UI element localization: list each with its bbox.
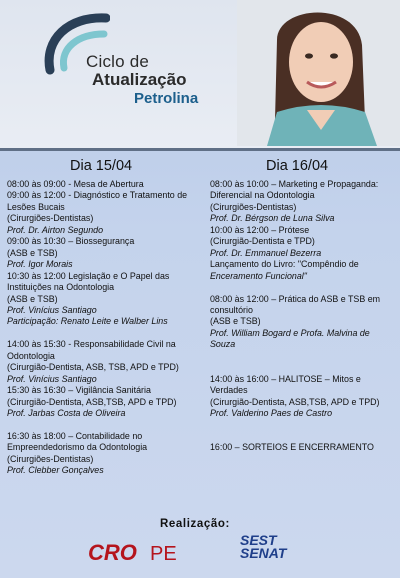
schedule-line: Prof. Vinícius Santiago: [7, 373, 97, 384]
schedule-line: Verdades: [210, 385, 248, 396]
schedule-line: [7, 328, 187, 339]
schedule-line: Instituições na Odontologia: [7, 282, 115, 293]
senat-text: SENAT: [240, 545, 287, 561]
schedule-line: (ASB e TSB): [210, 316, 261, 327]
schedule-line: 14:00 às 15:30 - Responsabilidade Civil na: [7, 339, 176, 350]
schedule-line: Souza: [210, 339, 236, 350]
schedule-line: (Cirurgiões-Dentistas): [7, 453, 94, 464]
schedule-line: Prof. Igor Morais: [7, 259, 73, 270]
header-divider: [0, 148, 400, 151]
schedule-line: 08:00 às 12:00 – Prática do ASB e TSB em: [210, 293, 381, 304]
schedule-line: Diferencial na Odontologia: [210, 190, 315, 201]
dentist-photo: [237, 0, 400, 146]
schedule-line: (Cirurgiões-Dentistas): [210, 201, 297, 212]
schedule-line: (Cirurgião-Dentista, ASB, TSB, APD e TPD): [7, 362, 179, 373]
schedule-line: Lançamento do Livro: "Compêndio de: [210, 259, 359, 270]
day2-schedule: [210, 179, 380, 454]
schedule-line: (Cirurgiões-Dentistas): [7, 213, 94, 224]
header: [0, 0, 400, 150]
schedule-line: 16:00 – SORTEIOS E ENCERRAMENTO: [210, 442, 374, 453]
schedule-line: consultório: [210, 304, 253, 315]
schedule-line: (ASB e TSB): [7, 247, 58, 258]
schedule-line: Prof. Jarbas Costa de Oliveira: [7, 408, 126, 419]
realizacao-label: Realização:: [160, 518, 230, 530]
schedule-line: 10:00 às 12:00 – Prótese: [210, 224, 310, 235]
cro-state: PE: [150, 543, 177, 565]
schedule-line: Lesões Bucais: [7, 201, 65, 212]
schedule-line: Empreendedorismo da Odontologia: [7, 442, 148, 453]
schedule-line: 10:30 às 12:00 Legislação e O Papel das: [7, 270, 170, 281]
schedule-line: Prof. Clebber Gonçalves: [7, 465, 104, 476]
schedule-line: 08:00 às 10:00 – Marketing e Propaganda:: [210, 179, 379, 189]
schedule-line: Enceramento Funcional": [210, 270, 307, 281]
sest-text: SEST: [240, 532, 277, 548]
title-line-1: Ciclo de: [86, 52, 150, 71]
schedule-line: (Cirurgião-Dentista, ASB,TSB, APD e TPD): [7, 396, 177, 407]
schedule-line: Participação: Renato Leite e Walber Lins: [7, 316, 168, 327]
schedule-line: (Cirurgião-Dentista e TPD): [210, 236, 315, 247]
schedule-line: (Cirurgião-Dentista, ASB,TSB, APD e TPD): [210, 396, 380, 407]
schedule-line: [210, 351, 380, 362]
schedule-line: Prof. Valderino Paes de Castro: [210, 408, 333, 419]
schedule-line: 09:00 às 10:30 – Biossegurança: [7, 236, 135, 247]
day2-heading: Dia 16/04: [266, 158, 329, 174]
day1-schedule: [7, 179, 187, 477]
sest-senat-logo: [240, 534, 292, 574]
schedule-line: 08:00 às 09:00 - Mesa de Abertura: [7, 179, 144, 189]
schedule-line: Odontologia: [7, 350, 55, 361]
schedule-line: (ASB e TSB): [7, 293, 58, 304]
schedule-line: Prof. William Bogard e Profa. Malvina de: [210, 327, 370, 338]
schedule-line: Prof. Vinícius Santiago: [7, 304, 97, 315]
schedule-line: [210, 362, 380, 373]
schedule-line: [210, 419, 380, 430]
schedule-line: [7, 420, 187, 431]
schedule-line: [210, 431, 380, 442]
title-line-2: Atualização: [92, 70, 187, 89]
schedule-line: 14:00 às 16:00 – HALITOSE – Mitos e: [210, 373, 361, 384]
title-city: Petrolina: [134, 90, 199, 107]
schedule-line: 09:00 às 12:00 - Diagnóstico e Tratamento de: [7, 190, 188, 201]
schedule-line: Prof. Dr. Emmanuel Bezerra: [210, 247, 322, 258]
cro-logo: CRO: [88, 540, 137, 565]
schedule-line: 15:30 às 16:30 – Vigilância Sanitária: [7, 385, 151, 396]
schedule-line: [210, 282, 380, 293]
day1-heading: Dia 15/04: [70, 158, 133, 174]
schedule-line: 16:30 às 18:00 – Contabilidade no: [7, 430, 143, 441]
schedule-line: Prof. Dr. Airton Segundo: [7, 224, 104, 235]
schedule-line: Prof. Dr. Bérgson de Luna Silva: [210, 213, 335, 224]
